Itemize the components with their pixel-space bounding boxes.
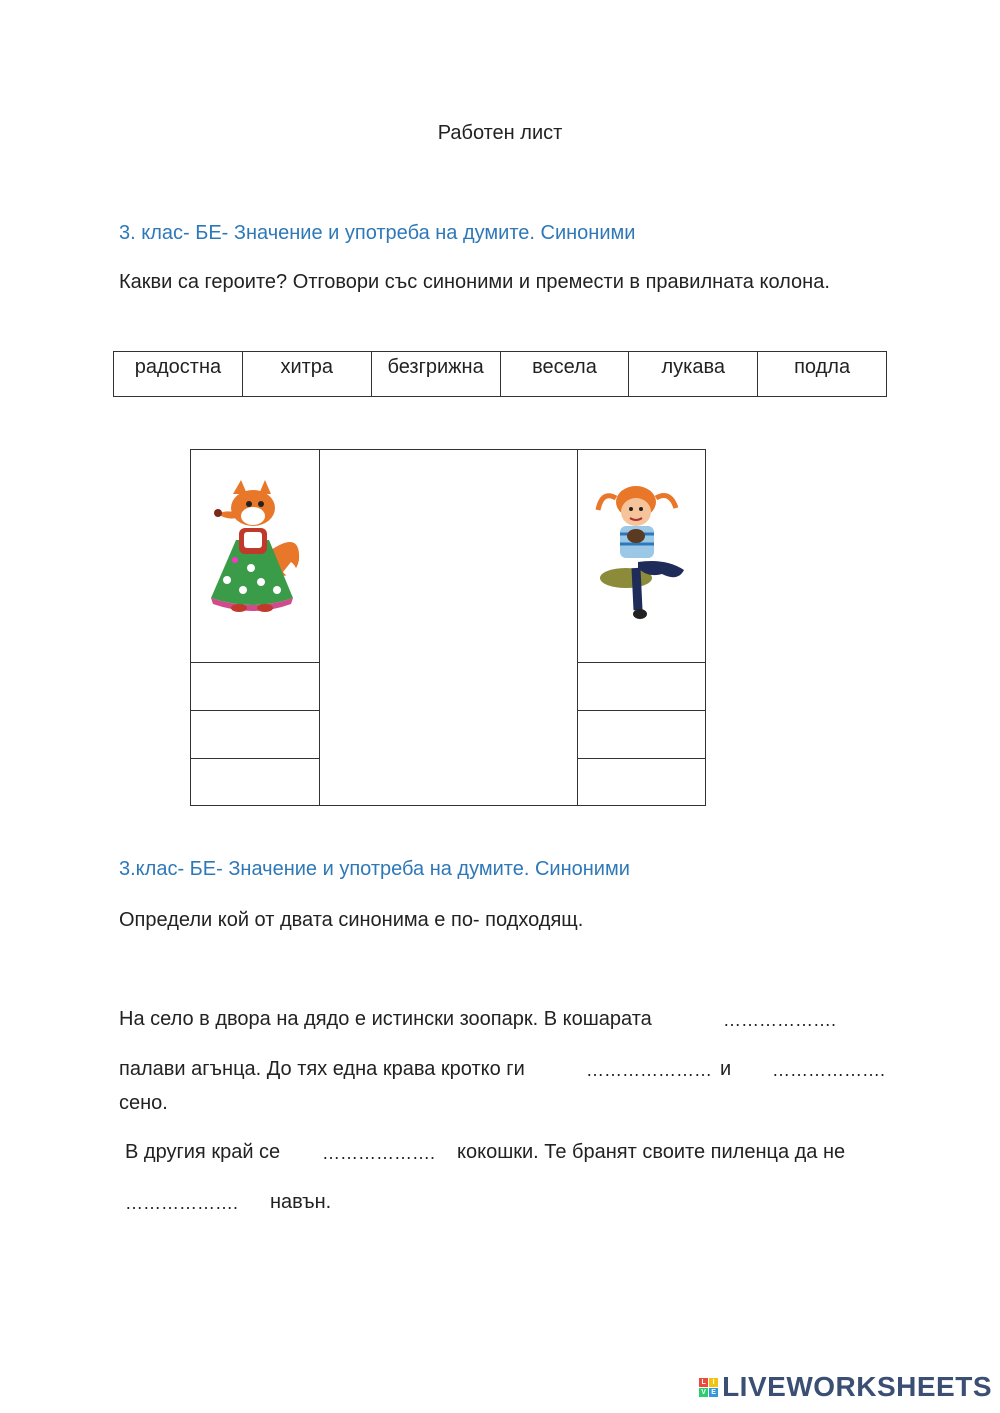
word-vesela[interactable]: весела <box>500 352 629 397</box>
pippi-answer-slot-2[interactable] <box>577 710 706 759</box>
pippi-answer-slot-3[interactable] <box>577 758 706 806</box>
pippi-picture-cell <box>577 449 706 663</box>
sentence-line-5-end: навън. <box>270 1191 332 1213</box>
sentence-line-3: сено. <box>119 1092 168 1114</box>
fox-answer-slot-3[interactable] <box>190 758 320 806</box>
logo-text: LIVEWORKSHEETS <box>722 1371 992 1402</box>
blank-5[interactable]: ………………. <box>125 1193 239 1213</box>
section1-heading: 3. клас- БЕ- Значение и употреба на думите. Синоними <box>119 222 636 244</box>
section2-instruction: Определи кой от двата синонима е по- подходящ. <box>119 909 584 931</box>
pippi-character-icon <box>578 450 704 661</box>
fox-picture-cell <box>190 449 320 663</box>
word-bezgrizhna[interactable]: безгрижна <box>371 352 500 397</box>
word-lukava[interactable]: лукава <box>629 352 758 397</box>
sentence-line-4-start: В другия край се <box>125 1141 281 1163</box>
middle-empty-column <box>319 449 578 806</box>
fox-answer-slot-2[interactable] <box>190 710 320 759</box>
section2-heading: 3.клас- БЕ- Значение и употреба на думите. Синоними <box>119 858 630 880</box>
blank-2[interactable]: ………………… <box>586 1060 712 1080</box>
conjunction-and: и <box>720 1058 732 1080</box>
word-bank <box>113 351 887 397</box>
word-podla[interactable]: подла <box>758 352 887 397</box>
pippi-answer-slot-1[interactable] <box>577 662 706 711</box>
logo-mark-icon: L I V E <box>699 1378 718 1397</box>
sentence-line-1: На село в двора на дядо е истински зоопарк. В кошарата <box>119 1008 652 1030</box>
fox-answer-slot-1[interactable] <box>190 662 320 711</box>
word-radostna[interactable]: радостна <box>114 352 243 397</box>
section1-instruction: Какви са героите? Отговори със синоними и премести в правилната колона. <box>119 271 830 293</box>
liveworksheets-logo <box>699 1371 992 1403</box>
page-title: Работен лист <box>437 122 563 144</box>
blank-1[interactable]: ………………. <box>723 1010 837 1030</box>
word-hitra[interactable]: хитра <box>242 352 371 397</box>
fox-character-icon <box>191 450 318 661</box>
blank-3[interactable]: ………………. <box>772 1060 886 1080</box>
blank-4[interactable]: ………………. <box>322 1143 436 1163</box>
sentence-line-2: палави агънца. До тях една крава кротко ги <box>119 1058 525 1080</box>
sentence-line-4-end: кокошки. Те бранят своите пиленца да не <box>457 1141 846 1163</box>
